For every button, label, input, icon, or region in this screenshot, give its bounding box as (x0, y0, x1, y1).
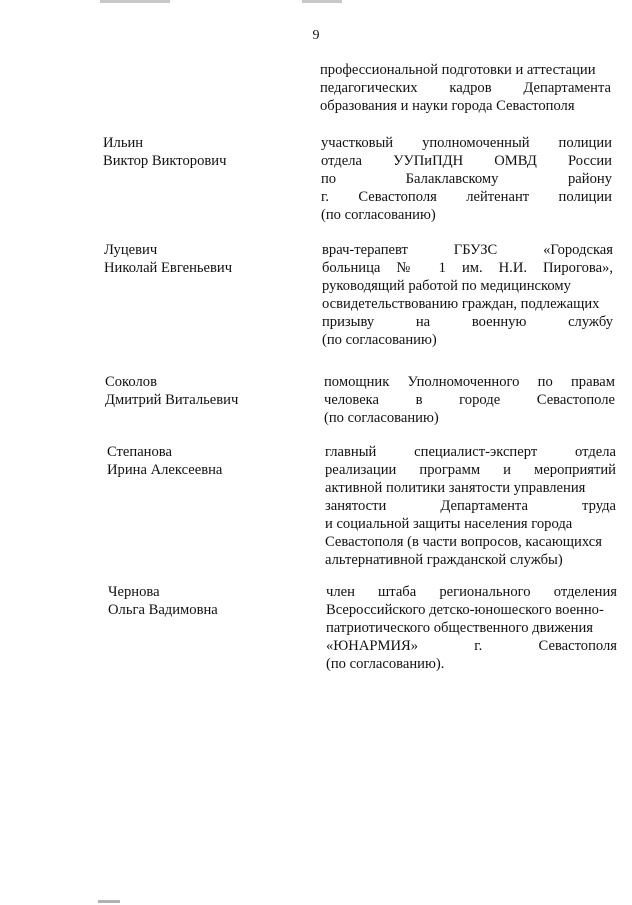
member-surname: Соколов (105, 374, 157, 390)
member-position (320, 61, 611, 115)
position-line: активной политики занятости управления (325, 480, 586, 496)
position-line: патриотического общественного движения (326, 620, 593, 636)
member-name (107, 443, 317, 479)
member-position (326, 583, 617, 673)
position-line: занятости Департамента труда (325, 498, 616, 514)
scan-mark (100, 0, 170, 3)
position-line: освидетельствованию граждан, подлежащих (322, 296, 600, 312)
position-line: альтернативной гражданской службы) (325, 552, 563, 568)
position-line: профессиональной подготовки и аттестации (320, 62, 596, 78)
position-line: Севастополя (в части вопросов, касающихся (325, 534, 602, 550)
member-surname: Ильин (103, 135, 144, 151)
member-name (105, 373, 315, 409)
page-number: 9 (312, 28, 320, 43)
member-given-names: Дмитрий Витальевич (105, 392, 239, 408)
position-line: (по согласованию) (321, 207, 436, 223)
position-line: помощник Уполномоченного по правам (324, 374, 615, 390)
position-line: Всероссийского детско-юношеского военно- (326, 602, 604, 618)
member-name (104, 241, 314, 277)
position-line: г. Севастополя лейтенант полиции (321, 189, 612, 205)
position-line: член штаба регионального отделения (326, 584, 617, 600)
position-line: (по согласованию) (322, 332, 437, 348)
position-line: по Балаклавскому району (321, 171, 612, 187)
member-surname: Луцевич (104, 242, 158, 258)
member-name (103, 134, 313, 170)
member-given-names: Ольга Вадимовна (108, 602, 218, 618)
position-line: педагогических кадров Департамента (320, 80, 611, 96)
position-line: призыву на военную службу (322, 314, 613, 330)
scan-mark (302, 0, 342, 3)
position-line: больница № 1 им. Н.И. Пирогова», (322, 260, 613, 276)
position-line: врач-терапевт ГБУЗС «Городская (322, 242, 613, 258)
member-given-names: Ирина Алексеевна (107, 462, 223, 478)
position-line: человека в городе Севастополе (324, 392, 615, 408)
position-line: (по согласованию). (326, 656, 445, 672)
position-line: и социальной защиты населения города (325, 516, 573, 532)
position-line: руководящий работой по медицинскому (322, 278, 571, 294)
position-line: образования и науки города Севастополя (320, 98, 575, 114)
member-position (321, 134, 612, 224)
member-position (325, 443, 616, 569)
position-line: реализации программ и мероприятий (325, 462, 616, 478)
position-line: «ЮНАРМИЯ» г. Севастополя (326, 638, 617, 654)
member-position (322, 241, 613, 349)
position-line: главный специалист-эксперт отдела (325, 444, 616, 460)
member-name (108, 583, 318, 619)
member-surname: Чернова (108, 584, 160, 600)
position-line: (по согласованию) (324, 410, 439, 426)
member-position (324, 373, 615, 427)
member-surname: Степанова (107, 444, 172, 460)
position-line: отдела УУПиПДН ОМВД России (321, 153, 612, 169)
member-given-names: Виктор Викторович (103, 153, 227, 169)
position-line: участковый уполномоченный полиции (321, 135, 612, 151)
member-given-names: Николай Евгеньевич (104, 260, 233, 276)
scan-mark (98, 900, 120, 903)
